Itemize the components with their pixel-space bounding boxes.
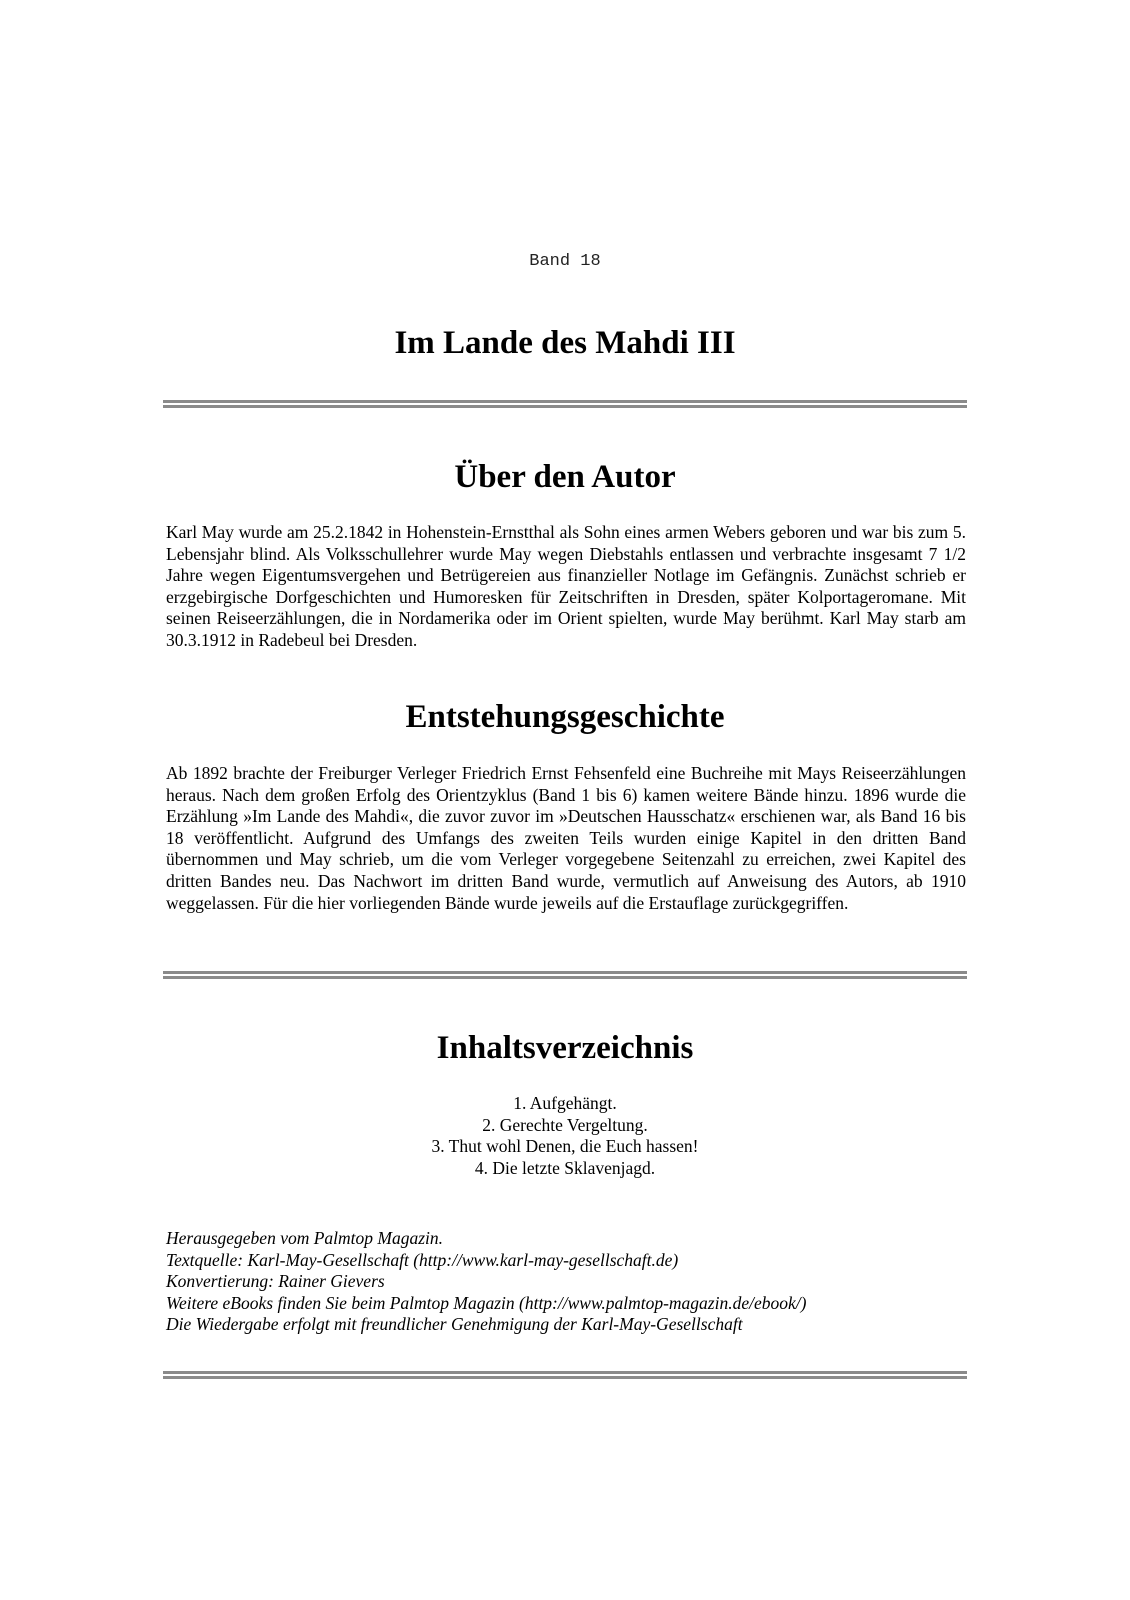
history-heading: Entstehungsgeschichte xyxy=(405,699,725,735)
credit-conversion: Konvertierung: Rainer Gievers xyxy=(166,1271,385,1291)
divider-2 xyxy=(163,971,967,979)
credits-block xyxy=(166,1228,966,1336)
credit-permission: Die Wiedergabe erfolgt mit freundlicher Genehmigung der Karl-May-Gesellschaft xyxy=(166,1314,743,1334)
band-label: Band 18 xyxy=(529,252,601,271)
credit-publisher: Herausgegeben vom Palmtop Magazin. xyxy=(166,1228,444,1248)
credit-source: Textquelle: Karl-May-Gesellschaft (http://www.karl-may-gesellschaft.de) xyxy=(166,1249,679,1270)
toc-list xyxy=(0,1093,1130,1179)
toc-item: 4. Die letzte Sklavenjagd. xyxy=(474,1157,656,1178)
divider-3 xyxy=(163,1371,967,1379)
author-paragraph: Karl May wurde am 25.2.1842 in Hohenstein-Ernstthal als Sohn eines armen Webers geboren und war bis zum 5. Lebensjahr blind. Als Volksschullehrer wurde May wegen Diebstahls entlassen und verbrachte insgesamt 7 1/2 Jahre wegen Eigentumsvergehen und Betrügereien aus finanzieller Notlage im Gefängnis. Zunächst schrieb er erzgebirgische Dorfgeschichten und Humoresken für Zeitschriften in Dresden, später Kolportageromane. Mit seinen Reiseerzählungen, die in Nordamerika oder im Orient spielten, wurde May berühmt. Karl May starb am 30.3.1912 in Radebeul bei Dresden. xyxy=(166,522,966,650)
divider-1 xyxy=(163,400,967,408)
toc-item: 3. Thut wohl Denen, die Euch hassen! xyxy=(431,1136,699,1156)
book-title: Im Lande des Mahdi III xyxy=(394,325,736,361)
author-heading: Über den Autor xyxy=(454,459,676,495)
toc-item: 1. Aufgehängt. xyxy=(513,1093,617,1113)
credit-more-ebooks: Weitere eBooks finden Sie beim Palmtop Magazin (http://www.palmtop-magazin.de/ebook/) xyxy=(166,1292,807,1313)
toc-item: 2. Gerechte Vergeltung. xyxy=(482,1114,648,1135)
history-paragraph: Ab 1892 brachte der Freiburger Verleger Friedrich Ernst Fehsenfeld eine Buchreihe mit Mays Reiseerzählungen heraus. Nach dem großen Erfolg des Orientzyklus (Band 1 bis 6) kamen weitere Bände hinzu. 1896 wurde die Erzählung »Im Lande des Mahdi«, die zuvor zuvor im »Deutschen Hausschatz« erschienen war, als Band 16 bis 18 veröffentlicht. Aufgrund des Umfangs des zweiten Teils wurden einige Kapitel in den dritten Band übernommen und May schrieb, um die vom Verleger vorgegebene Seitenzahl zu erreichen, zwei Kapitel des dritten Bandes neu. Das Nachwort im dritten Band wurde, vermutlich auf Anweisung des Autors, ab 1910 weggelassen. Für die hier vorliegenden Bände wurde jeweils auf die Erstauflage zurückgegriffen. xyxy=(166,763,966,913)
toc-heading: Inhaltsverzeichnis xyxy=(436,1030,694,1066)
